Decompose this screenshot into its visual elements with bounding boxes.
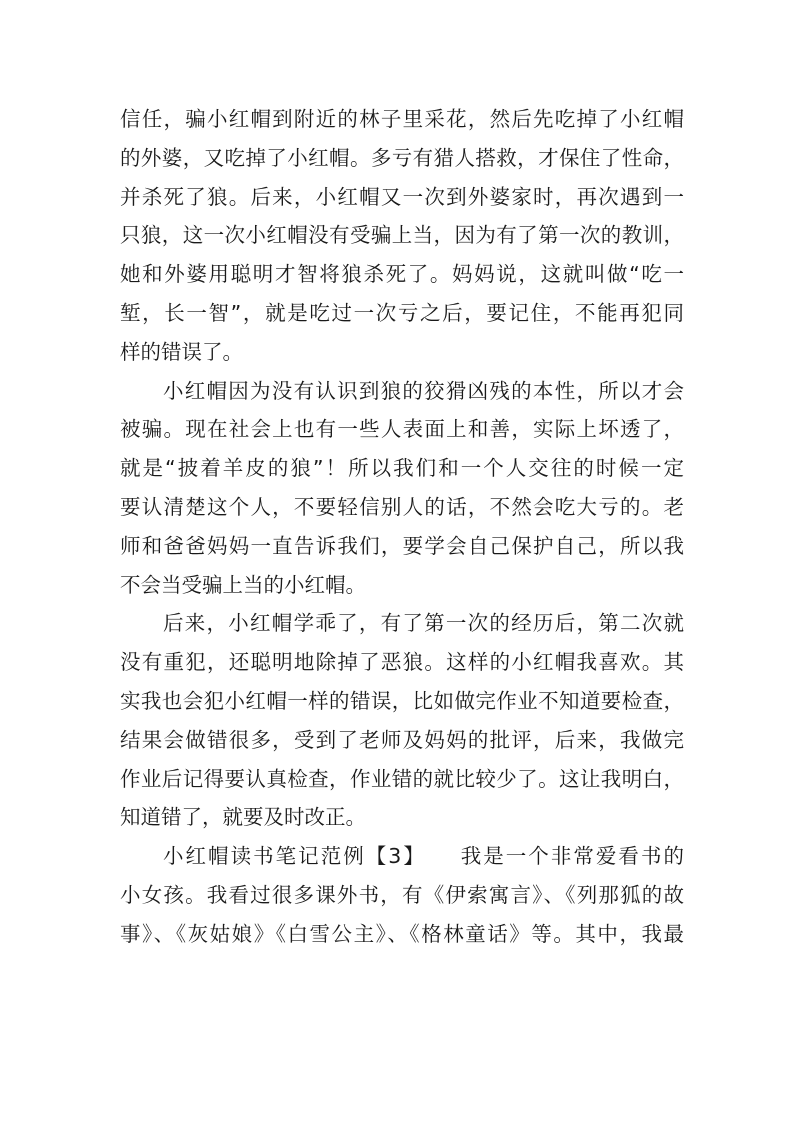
paragraph [120,100,684,372]
text-line: 后来，小红帽学乖了，有了第一次的经历后，第二次就 [163,611,684,636]
text-line: 信任，骗小红帽到附近的林子里采花，然后先吃掉了小红帽 [120,107,684,131]
paragraph [120,837,684,953]
text-line: 结果会做错很多，受到了老师及妈妈的批评，后来，我做完 [120,727,684,752]
text-line: 小红帽因为没有认识到狼的狡猾凶残的本性，所以才会 [163,378,684,403]
text-line: 堑，长一智”，就是吃过一次亏之后，要记住，不能再犯同 [120,300,684,325]
text-line: 要认清楚这个人，不要轻信别人的话，不然会吃大亏的。老 [120,494,684,519]
text-line: 被骗。现在社会上也有一些人表面上和善，实际上坏透了， [120,417,684,442]
paragraph [120,604,684,837]
text-line: 事》、《灰姑娘》《白雪公主》、《格林童话》等。其中，我最 [120,921,684,946]
text-line: 就是“披着羊皮的狼”！所以我们和一个人交往的时候一定 [120,456,684,481]
document-page [120,100,684,954]
paragraph [120,372,684,605]
text-line: 不会当受骗上当的小红帽。 [120,572,366,597]
text-line: 样的错误了。 [120,339,243,364]
text-line: 作业后记得要认真检查，作业错的就比较少了。这让我明白， [120,766,684,791]
text-line: 小红帽读书笔记范例【3】 我是一个非常爱看书的 [163,844,684,869]
text-line: 并杀死了狼。后来，小红帽又一次到外婆家时，再次遇到一 [120,184,684,209]
text-line: 知道错了，就要及时改正。 [120,805,366,830]
text-line: 小女孩。我看过很多课外书，有《伊索寓言》、《列那狐的故 [120,882,684,907]
text-line: 实我也会犯小红帽一样的错误，比如做完作业不知道要检查， [120,688,684,713]
text-line: 师和爸爸妈妈一直告诉我们，要学会自己保护自己，所以我 [120,533,684,558]
text-line: 她和外婆用聪明才智将狼杀死了。妈妈说，这就叫做“吃一 [120,262,684,287]
text-line: 只狼，这一次小红帽没有受骗上当，因为有了第一次的教训， [120,223,684,248]
text-line: 的外婆，又吃掉了小红帽。多亏有猎人搭救，才保住了性命， [120,145,684,170]
text-line: 没有重犯，还聪明地除掉了恶狼。这样的小红帽我喜欢。其 [120,650,684,675]
